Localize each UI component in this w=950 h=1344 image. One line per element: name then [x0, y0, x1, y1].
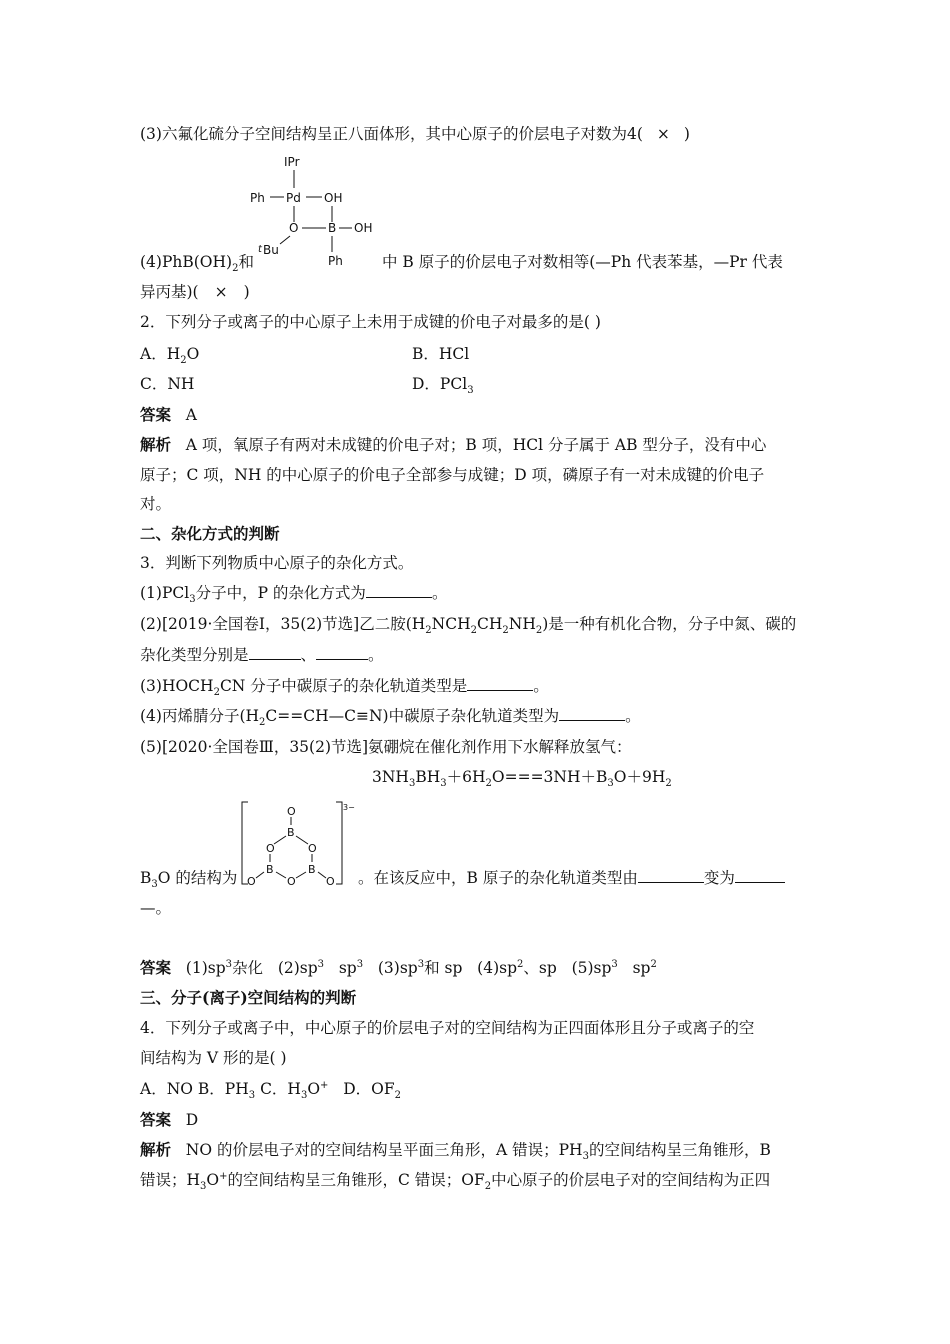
q4-option-a: A．NO [140, 1080, 193, 1098]
q4-option-b: B．$PH_3$ [197, 1080, 256, 1102]
q2-option-a: A．$H_2O$ [140, 345, 200, 367]
pd-label: Pd [286, 191, 301, 205]
reaction-equation: $3NH_3BH_3+6H_2O===3NH+B_3O+9H_2$ [372, 768, 672, 790]
q3-part-5-end: —。 [140, 899, 172, 917]
ring-b-left: B [266, 863, 274, 876]
charge-label: 3− [343, 803, 355, 812]
q2-option-c: C．NH [140, 375, 195, 393]
q4-stem-2: 间结构为 V 形的是( ) [140, 1049, 287, 1067]
q2-analysis-3: 对。 [140, 495, 172, 513]
q2-option-d: D．PCl$_3$ [412, 375, 474, 397]
bu-label: Bu [263, 243, 279, 257]
ring-b-right: B [308, 863, 316, 876]
oh-label: OH [324, 191, 343, 205]
answer-blank [735, 868, 785, 883]
q2-stem: 2．下列分子或离子的中心原子上未用于成键的价电子对最多的是( ) [140, 313, 601, 331]
answer-blank [249, 645, 301, 660]
tert-prefix: t [258, 244, 262, 255]
q3-part-1: (1)PCl$_3$分子中，P 的杂化方式为 。 [140, 584, 448, 606]
q1-item-3: (3)六氟化硫分子空间结构呈正八面体形，其中心原子的价层电子对数为4( × ) [140, 125, 690, 143]
b-label: B [328, 221, 337, 235]
ring-o-right: O [308, 842, 317, 855]
q3-part-5: (5)[2020·全国卷Ⅲ，35(2)节选]氨硼烷在催化剂作用下水解释放氢气： [140, 738, 632, 756]
q4-answer: 答案 D [140, 1110, 199, 1129]
answer-blank [638, 868, 704, 883]
answer-blank [366, 583, 432, 598]
q1-item-4-line2: 异丙基)( × ) [140, 283, 250, 301]
oh-label-2: OH [354, 221, 373, 235]
q3-part-5-question: 。在该反应中，B 原子的杂化轨道类型由 变为 [358, 868, 785, 888]
wrong-mark: × [656, 125, 670, 143]
q4-stem-1: 4．下列分子或离子中，中心原子的价层电子对的空间结构为正四面体形且分子或离子的空 [140, 1019, 755, 1037]
ring-o-terminal-right: O [326, 875, 335, 888]
ph-label-2: Ph [328, 254, 343, 268]
ph-label: Ph [250, 191, 265, 205]
ring-o-left: O [266, 842, 275, 855]
q3-part-4: (4)丙烯腈分子$(H_2C==CH—C\equiv N)$中碳原子杂化轨道类型为 。 [140, 707, 641, 729]
q2-option-b: B．HCl [412, 345, 470, 363]
answer-blank [467, 676, 533, 691]
q2-analysis-1: 解析 A 项，氧原子有两对未成键的价电子对；B 项，HCl 分子属于 AB 型分子，没有中心 [140, 435, 767, 454]
q4-analysis-1: 解析 NO 的价层电子对的空间结构呈平面三角形，A 错误；$PH_3$的空间结构呈三角锥形，B [140, 1140, 771, 1163]
answer-blank [316, 645, 368, 660]
ring-b-top: B [287, 826, 295, 839]
q3-part-3: $(3)HOCH_2CN$ 分子中碳原子的杂化轨道类型是 。 [140, 677, 549, 699]
ring-o-top: O [287, 805, 296, 818]
q4-option-c: C．$H_3O^+$ [260, 1079, 329, 1102]
section-heading-2: 二、杂化方式的判断 [140, 524, 280, 543]
q4-option-d: D．$OF_2$ [343, 1080, 401, 1102]
ipr-label: IPr [284, 155, 300, 169]
q2-answer: 答案 A [140, 405, 197, 424]
q1-item-4-line1: $(4)PhB(OH)_2$和 [140, 253, 254, 275]
ring-o-terminal-left: O [247, 875, 256, 888]
b3o-structure-label: $B_3O$ 的结构为 [140, 869, 238, 891]
q2-analysis-2: 原子；C 项，NH 的中心原子的价电子全部参与成键；D 项，磷原子有一对未成键的价电子 [140, 466, 765, 484]
q3-answer: 答案 $(1)sp^3$杂化 $(2)sp^3$ $sp^3$ $(3)sp^3$和 sp $(4)sp^2$、sp $(5)sp^3$ $sp^2$ [140, 958, 657, 977]
o-label: O [289, 221, 299, 235]
q3-part-2-line2: 杂化类型分别是 、 。 [140, 646, 384, 664]
q3-part-2-line1: (2)[2019·全国卷Ⅰ，35(2)节选]乙二胺$(H_2NCH_2CH_2NH_2)$是一种有机化合物，分子中氮、碳的 [140, 615, 797, 637]
wrong-mark-2: × [214, 283, 228, 301]
answer-blank [559, 706, 625, 721]
q4-analysis-2: 错误；$H_3O^+$的空间结构呈三角锥形，C 错误；$OF_2$中心原子的价层电子对的空间结构为正四 [140, 1170, 771, 1193]
ring-o-bottom: O [287, 875, 296, 888]
q1-item-4-suffix: 中 B 原子的价层电子对数相等(—Ph 代表苯基，—Pr 代表 [382, 253, 783, 271]
section-heading-3: 三、分子(离子)空间结构的判断 [140, 988, 357, 1007]
pd-complex-structure [244, 152, 384, 272]
q3-stem: 3．判断下列物质中心原子的杂化方式。 [140, 554, 414, 572]
q4-options [140, 1079, 401, 1102]
b3o-ring-structure [238, 798, 358, 890]
